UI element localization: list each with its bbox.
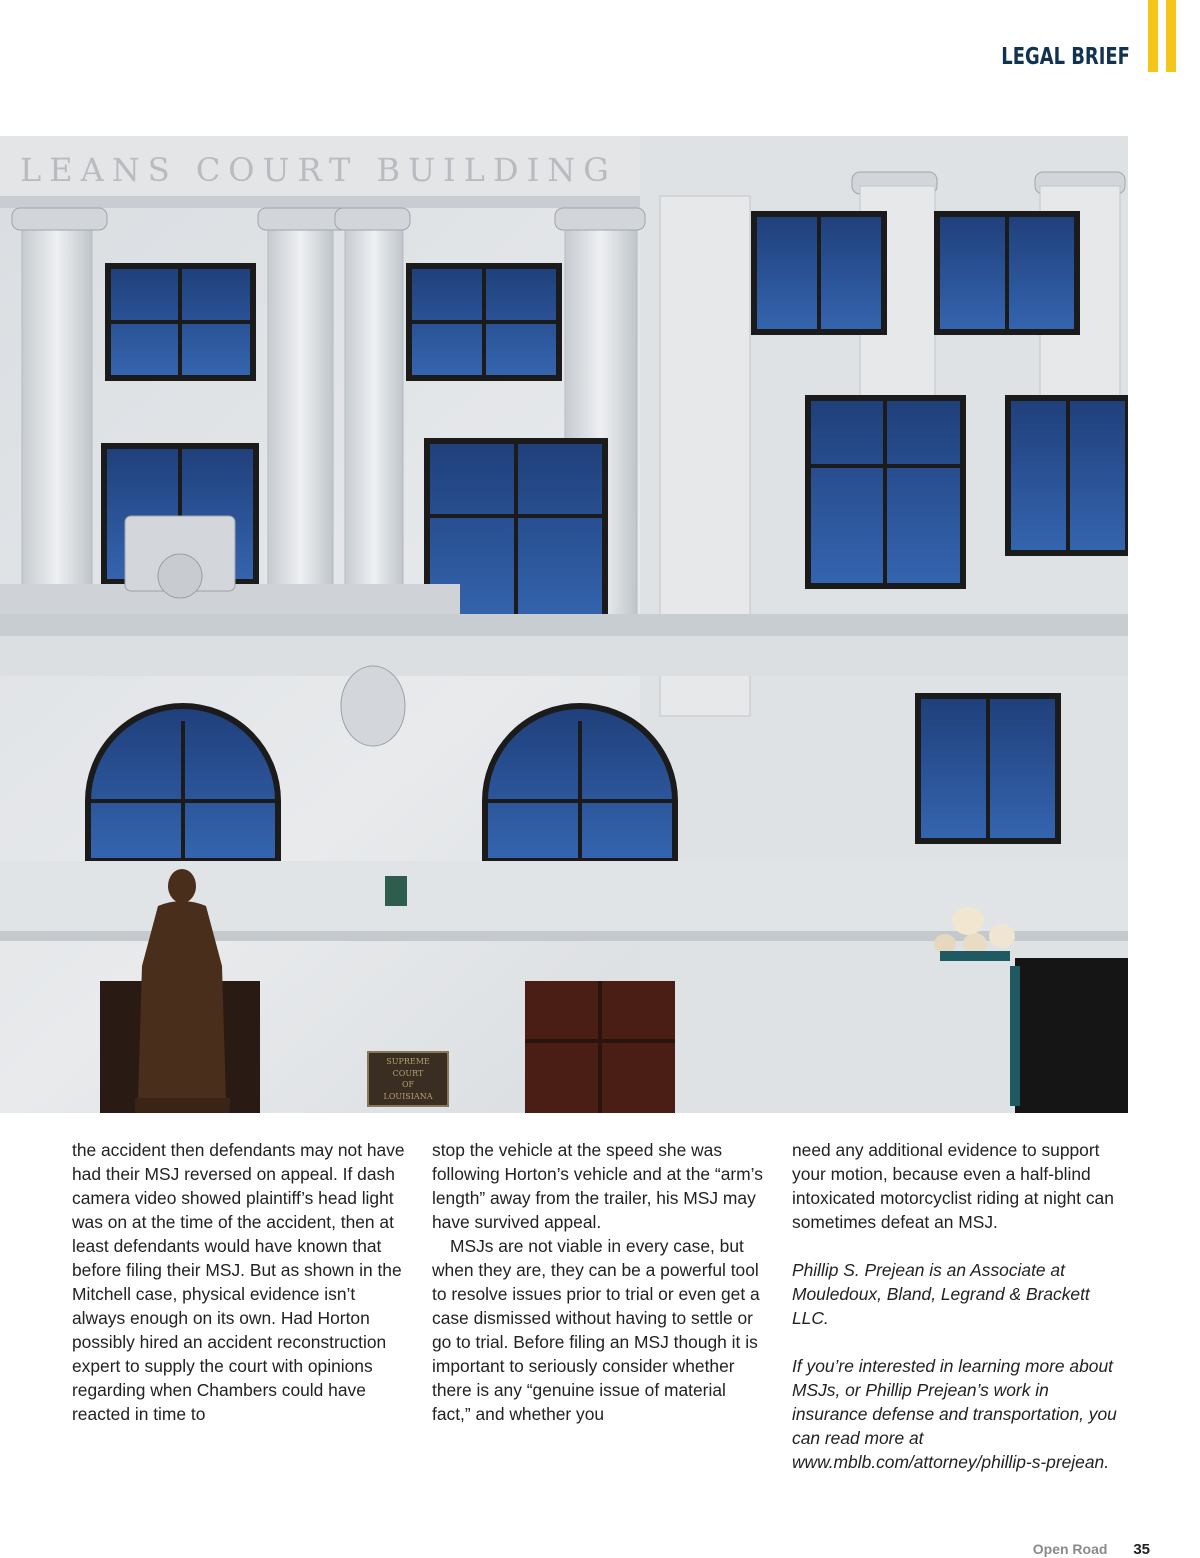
more-info-note: If you’re interested in learning more about MSJs, or Phillip Prejean’s work in insurance defense and transportation, you can read more at www.mblb.com/attorney/phillip-s-prejean. <box>792 1356 1117 1472</box>
article-paragraph: MSJs are not viable in every case, but when they are, they can be a powerful tool to resolve issues prior to trial or even get a case dismissed without having to settle or go to trial. Before filing an MSJ though it is important to seriously consider whether there is any “genuine issue of material fact,” and whether you <box>432 1236 760 1424</box>
accent-bars <box>1148 0 1180 72</box>
article-paragraph: stop the vehicle at the speed she was following Horton’s vehicle and at the “arm’s length” away from the trailer, his MSJ may have survived appeal. <box>432 1140 763 1232</box>
publication-name: Open Road <box>1032 1541 1108 1557</box>
courthouse-photo <box>0 136 1128 1113</box>
article-column-2 <box>432 1138 768 1426</box>
frieze-text: LEANS COURT BUILDING <box>20 151 617 189</box>
plaque-line: OF <box>401 1080 415 1089</box>
article-paragraph: the accident then defendants may not have had their MSJ reversed on appeal. If dash camera video showed plaintiff’s head light was on at the time of the accident, then at least defendants would have known that before filing their MSJ. But as shown in the Mitchell case, physical evidence isn’t always enough on its own. Had Horton possibly hired an accident reconstruction expert to supply the court with opinions regarding when Chambers could have reacted in time to <box>72 1140 405 1424</box>
plaque-line: SUPREME <box>386 1057 430 1066</box>
accent-bar <box>1148 0 1158 72</box>
accent-bar <box>1166 0 1176 72</box>
plaque-line: COURT <box>392 1069 424 1078</box>
article-column-3 <box>792 1138 1128 1474</box>
article-column-1 <box>72 1138 408 1426</box>
plaque-line: LOUISIANA <box>383 1092 433 1101</box>
page-footer <box>1033 1541 1150 1558</box>
article-paragraph: need any additional evidence to support your motion, because even a half-blind intoxicated motorcyclist riding at night can sometimes defeat an MSJ. <box>792 1140 1114 1232</box>
author-bio: Phillip S. Prejean is an Associate at Mouledoux, Bland, Legrand & Brackett LLC. <box>792 1260 1090 1328</box>
page-number: 35 <box>1133 1541 1150 1558</box>
section-label: LEGAL BRIEF <box>1001 44 1130 70</box>
